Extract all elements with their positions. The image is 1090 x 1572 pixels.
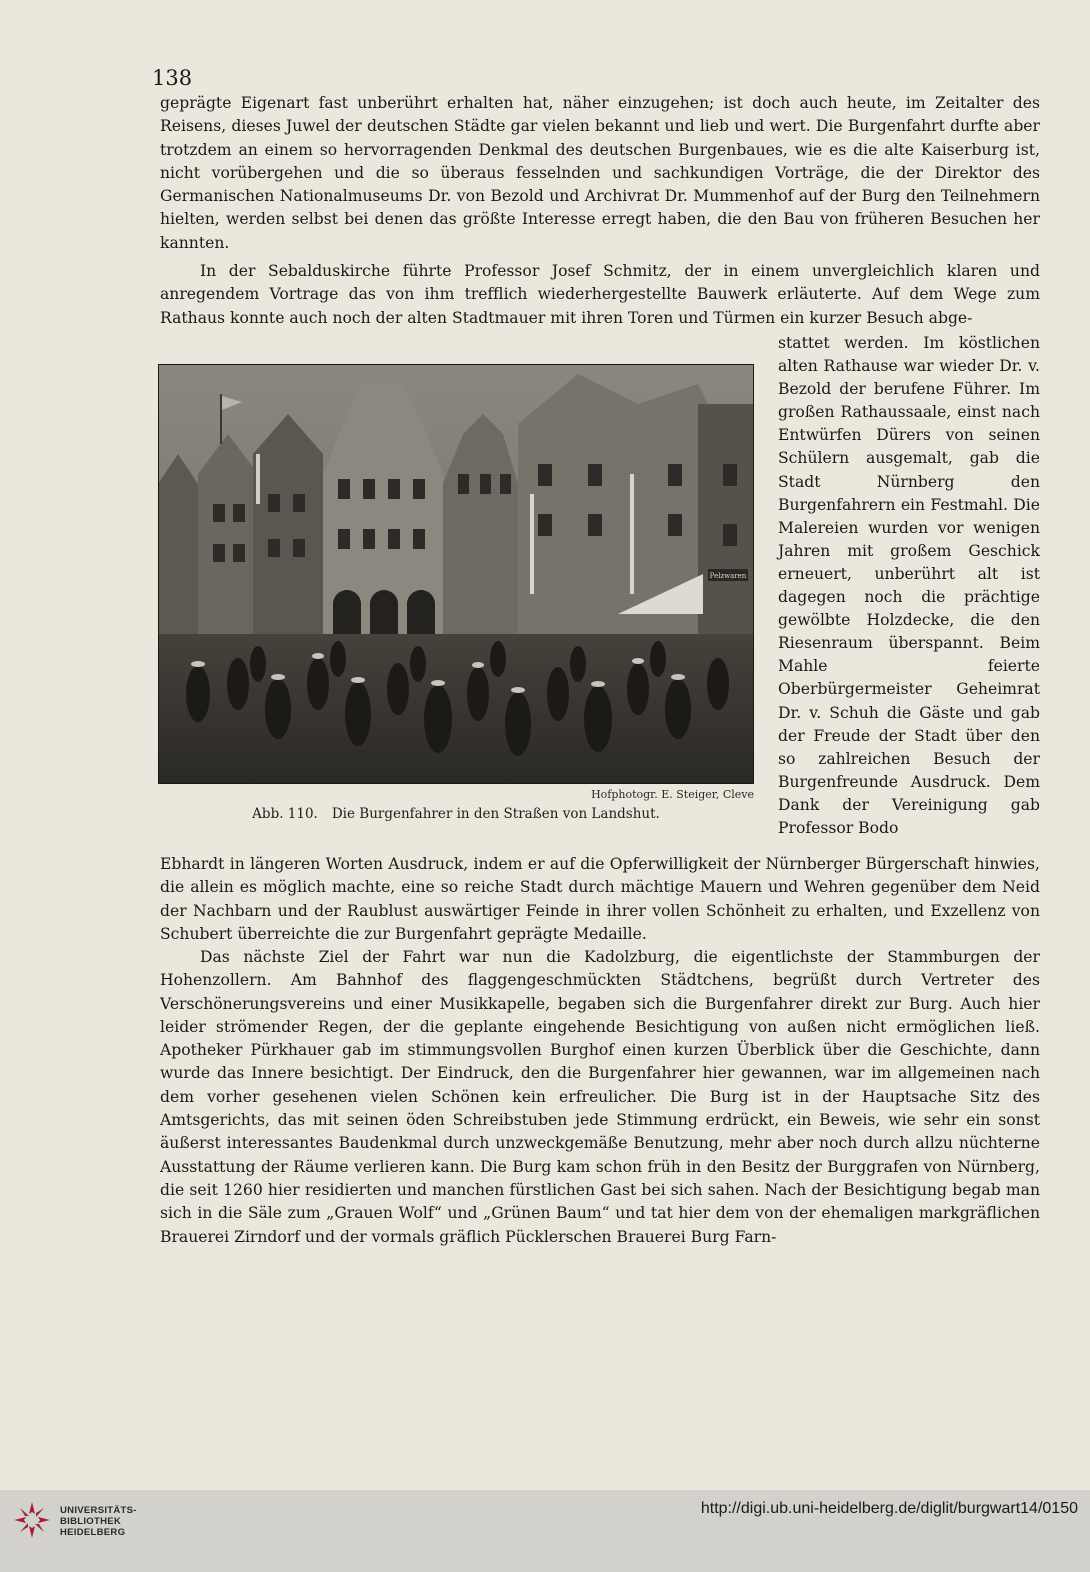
street-crowd-photo	[158, 364, 754, 784]
photo-figure	[158, 364, 754, 784]
permalink-url[interactable]: http://digi.ub.uni-heidelberg.de/diglit/burgwart14/0150	[700, 1500, 1078, 1517]
library-name-line-2: BIBLIOTHEK	[60, 1516, 122, 1527]
page-number: 138	[152, 66, 193, 90]
library-name	[60, 1505, 137, 1538]
photo-credit: Hofphotogr. E. Steiger, Cleve	[591, 788, 754, 801]
paragraph-2: In der Sebalduskirche führte Professor Josef Schmitz, der in einem unvergleichlich klaren und anregendem Vortrage das von ihm trefflich wiederhergestellte Bauwerk erläuterte. Auf dem Wege zum Rathaus konnte auch noch der alten Stadtmauer mit ihren Toren und Türmen ein kurzer Besuch abge-	[160, 262, 1040, 327]
caption-number: Abb. 110.	[252, 806, 318, 822]
figure-caption	[158, 806, 754, 822]
library-logo-icon	[12, 1500, 52, 1540]
library-name-line-3: HEIDELBERG	[60, 1527, 126, 1538]
paragraph-3: Ebhardt in längeren Worten Ausdruck, indem er auf die Opferwilligkeit der Nürnberger Bürgerschaft hinwies, die allein es möglich machte, eine so reiche Stadt durch mächtige Mauern und Wehren gegenüber dem Neid der Nachbarn und der Raublust auswärtiger Feinde in ihrer vollen Schönheit zu erhalten, und Exzellenz von Schubert überreichte die zur Burgenfahrt geprägte Medaille.	[160, 855, 1040, 943]
library-name-line-1: UNIVERSITÄTS-	[60, 1505, 137, 1516]
paragraph-4: Das nächste Ziel der Fahrt war nun die Kadolzburg, die eigentlichste der Stammburgen der Hohenzollern. Am Bahnhof des flaggengeschmückten Städtchens, begrüßt durch Vertreter des Verschönerungsvereins und einer Musikkapelle, begaben sich die Burgenfahrer direkt zur Burg. Auch hier leider strömender Regen, der die geplante eingehende Besichtigung von außen nicht ermöglichen ließ. Apotheker Pürkhauer gab im stimmungsvollen Burghof einen kurzen Überblick über die Geschichte, dann wurde das Innere besichtigt. Der Eindruck, den die Burgenfahrer hier gewannen, war im allgemeinen nach dem vorher gesehenen vielen Schönen kein erfreulicher. Die Burg ist in der Hauptsache Sitz des Amtsgerichts, das mit seinen öden Schreibstuben jede Stimmung erdrückt, ein Beweis, wie sehr ein sonst äußerst interessantes Baudenkmal durch unzweckgemäße Benutzung, mehr aber noch durch allzu nüchterne Ausstattung der Räume verlieren kann. Die Burg kam schon früh in den Besitz der Burggrafen von Nürnberg, die seit 1260 hier residierten und manchen fürstlichen Gast bei sich sahen. Nach der Besichtigung begab man sich in die Säle zum „Grauen Wolf“ und „Grünen Baum“ und tat hier dem von der ehemaligen markgräflichen Brauerei Zirndorf und der vormals gräflich Pücklerschen Brauerei Burg Farn-	[160, 948, 1040, 1246]
caption-text: Die Burgenfahrer in den Straßen von Landshut.	[331, 806, 660, 822]
shop-sign-text: Pelzwaren	[709, 572, 747, 580]
paragraph-1: geprägte Eigenart fast unberührt erhalten hat, näher einzugehen; ist doch auch heute, im Zeitalter des Reisens, dieses Juwel der deutschen Städte gar vielen bekannt und lieb und wert. Die Burgenfahrt durfte aber trotzdem an einem so hervorragenden Denkmal des deutschen Burgenbaues, wie es die alte Kaiserburg ist, nicht vorübergehen und die so überaus fesselnden und sachkundigen Vorträge, die der Direktor des Germanischen Nationalmuseums Dr. von Bezold und Archivrat Dr. Mummenhof auf der Burg den Teilnehmern hielten, werden selbst bei denen das größte Interesse erregt haben, die den Bau von früheren Besuchen her kannten.	[160, 94, 1040, 252]
side-column-text: stattet werden. Im köstlichen alten Rathause war wieder Dr. v. Bezold der berufene Führer. Im großen Rathaussaale, einst nach Entwürfen Dürers von seinen Schülern ausgemalt, gab die Stadt Nürnberg den Burgenfahrern ein Festmahl. Die Malereien wurden vor wenigen Jahren mit großem Geschick erneuert, unberührt alt ist dagegen noch die prächtige gewölbte Holzdecke, die den Riesenraum überspannt. Beim Mahle feierte Oberbürgermeister Geheimrat Dr. v. Schuh die Gäste und gab der Freude der Stadt über den so zahlreichen Besuch der Burgenfreunde Ausdruck. Dem Dank der Vereinigung gab Professor Bodo	[778, 334, 1040, 837]
